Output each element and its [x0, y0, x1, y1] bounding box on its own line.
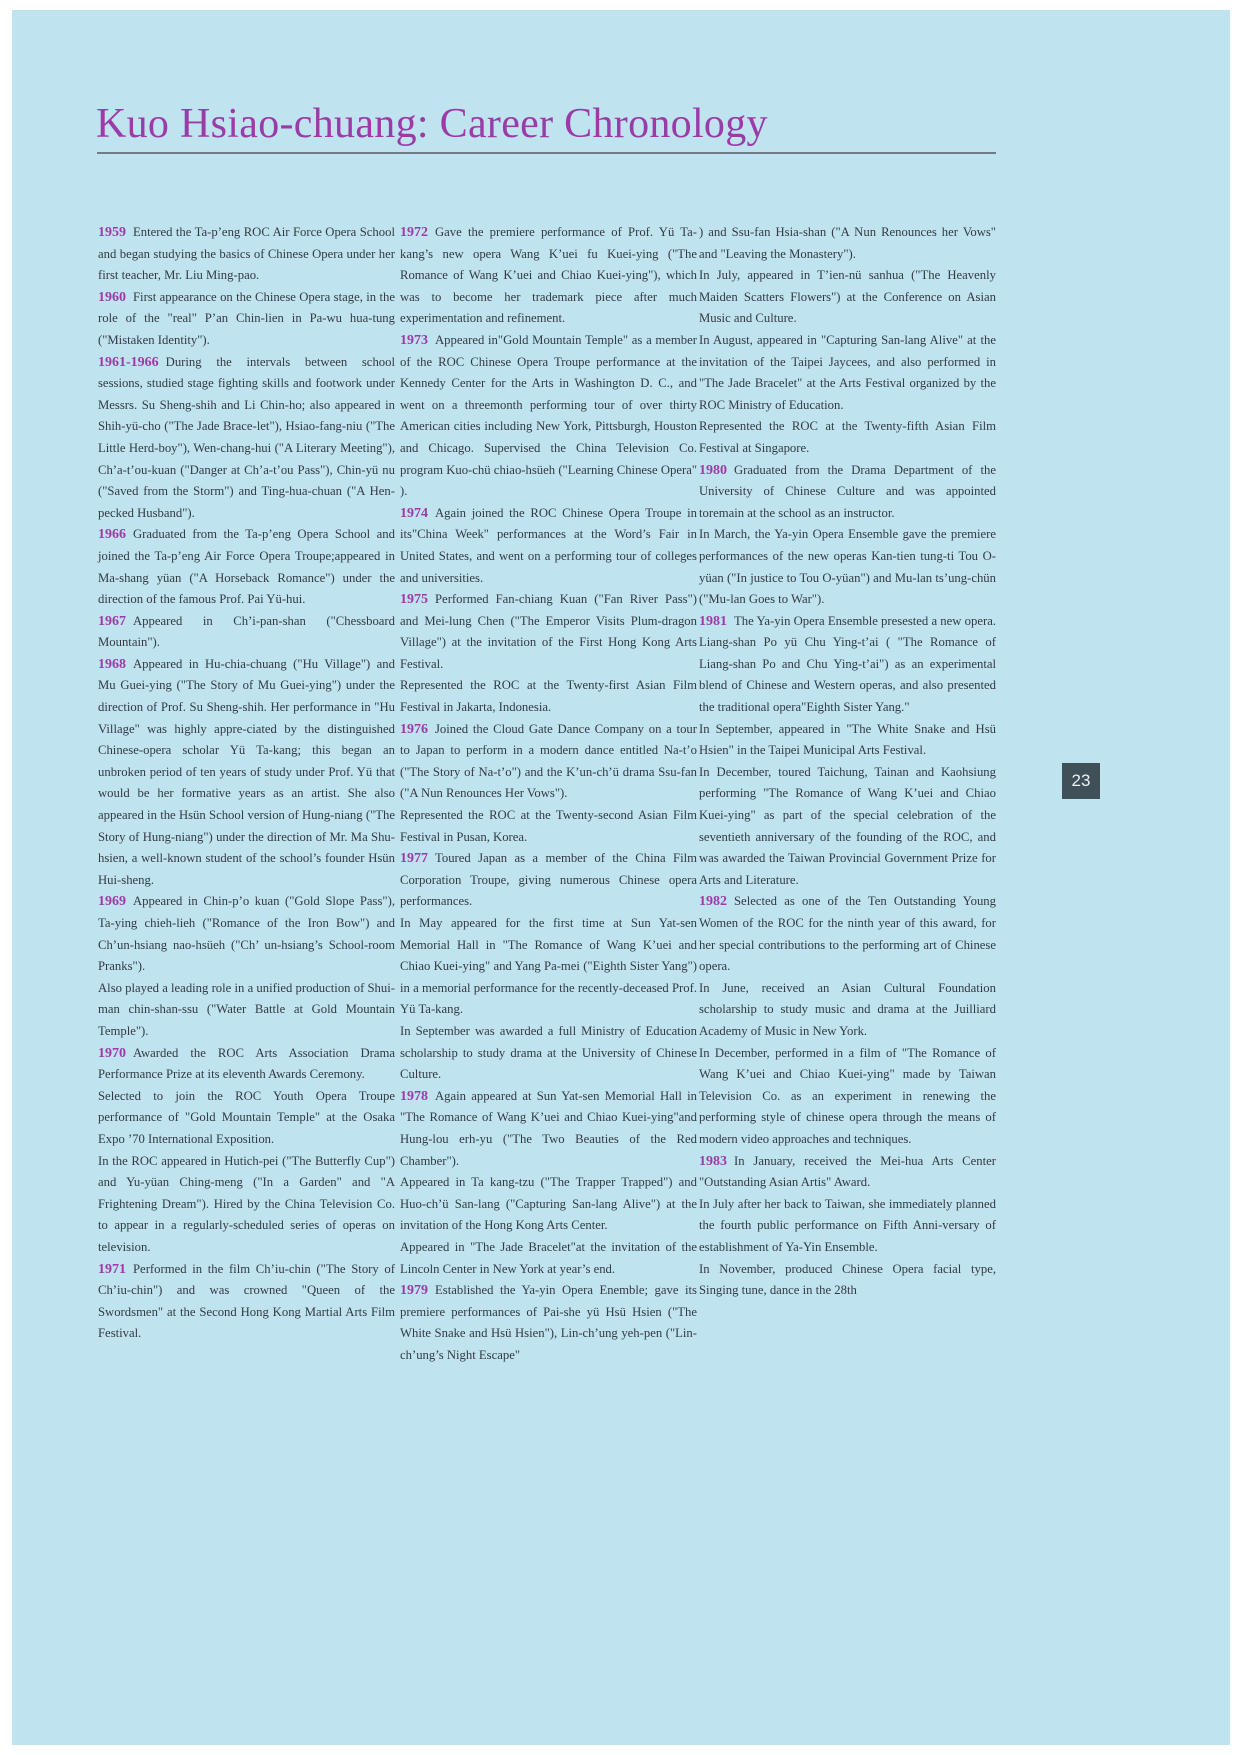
chronology-entry: [699, 978, 996, 1043]
chronology-entry: [699, 891, 996, 977]
entry-text: In December, toured Taichung, Tainan and Kaohsiung performing "The Romance of Wang K’uei and Chiao Kuei-ying" as part of the special celebration of the seventieth anniversary of the founding of the ROC, and was awarded the Taiwan Provincial Government Prize for Arts and Literature.: [699, 764, 996, 887]
entry-text: Appeared in Ta kang-tzu ("The Trapper Trapped") and Huo-ch’ü San-lang ("Capturing San-lang Alive") at the invitation of the Hong Kong Arts Center.: [400, 1175, 697, 1233]
title-underline: [97, 152, 996, 154]
entry-text: Appeared in Ch’i-pan-shan ("Chessboard Mountain").: [98, 613, 395, 650]
entry-year: 1970: [98, 1045, 126, 1061]
entry-text: Graduated from the Ta-p’eng Opera School and joined the Ta-p’eng Air Force Opera Troupe;appeared in Ma-shang yüan ("A Horseback Romance") under the direction of the famous Prof. Pai Yü-hui.: [98, 527, 395, 607]
entry-year: 1979: [400, 1283, 428, 1299]
chronology-entry: [98, 654, 395, 892]
entry-year: 1972: [400, 225, 428, 240]
entry-year: 1971: [98, 1261, 126, 1277]
chronology-entry: [400, 503, 697, 589]
entry-text: Joined the Cloud Gate Dance Company on a tour to Japan to perform in a modern dance entitled Na-t’o ("The Story of Na-t’o") and the K’un-ch’ü drama Ssu-fan ("A Nun Renounces Her Vows").: [400, 721, 697, 801]
entry-text: Entered the Ta-p’eng ROC Air Force Opera School and began studying the basics of Chinese Opera under her first teacher, Mr. Liu Ming-pao.: [98, 225, 395, 283]
entry-text: In July, appeared in T’ien-nü sanhua ("The Heavenly Maiden Scatters Flowers") at the Conference on Asian Music and Culture.: [699, 268, 996, 326]
chronology-entry: [400, 1280, 697, 1366]
chronology-entry: [98, 1086, 395, 1151]
entry-text: Gave the premiere performance of Prof. Yü Ta-kang’s new opera Wang K’uei fu Kuei-ying ("The Romance of Wang K’uei and Chiao Kuei-ying"), which was to become her trademark piece after much experimentation and refinement.: [400, 225, 697, 326]
entry-year: 1980: [699, 462, 727, 478]
entry-text: Represented the ROC at the Twenty-fifth Asian Film Festival at Singapore.: [699, 419, 996, 455]
column-3: [699, 222, 996, 1302]
entry-text: Established the Ya-yin Opera Enemble; gave its premiere performances of Pai-she yü Hsü Hsien ("The White Snake and Hsü Hsien"), Lin-ch’ung yeh-pen ("Lin-ch’ung’s Night Escape": [400, 1283, 697, 1362]
page-number-tab: 23: [1062, 763, 1100, 799]
entry-text: Selected as one of the Ten Outstanding Young Women of the ROC for the ninth year of this award, for her special contributions to the performing art of Chinese opera.: [699, 894, 996, 974]
entry-year: 1966: [98, 527, 126, 543]
entry-text: Appeared in"Gold Mountain Temple" as a member of the ROC Chinese Opera Troupe performance at the Kennedy Center for the Arts in Washington D. C., and went on a threemonth performing tour of over thirty American cities including New York, Pittsburgh, Houston and Chicago. Supervised the China Television Co. program Kuo-chü chiao-hsüeh ("Learning Chinese Opera" ).: [400, 332, 697, 499]
chronology-entry: [98, 524, 395, 610]
entry-year: 1973: [400, 332, 428, 348]
entry-text: In the ROC appeared in Hutich-pei ("The Butterfly Cup") and Yu-yüan Ching-meng ("In a Garden" and "A Frightening Dream"). Hired by the China Television Co. to appear in a regularly-scheduled series of operas on television.: [98, 1153, 395, 1254]
entry-text: Also played a leading role in a unified production of Shui-man chin-shan-ssu ("Water Battle at Gold Mountain Temple").: [98, 980, 395, 1038]
entry-text: Appeared in Hu-chia-chuang ("Hu Village") and Mu Guei-ying ("The Story of Mu Guei-ying") under the direction of Prof. Su Sheng-shih. Her performance in "Hu Village" was highly appre-ciated by the distinguished Chinese-opera scholar Yü Ta-kang; this began an unbroken period of ten years of study under Prof. Yü that would be her formative years as an artist. She also appeared in the Hsün School version of Hung-niang ("The Story of Hung-niang") under the direction of Mr. Ma Shu-hsien, a well-known student of the school’s founder Hsün Hui-sheng.: [98, 656, 395, 887]
entry-year: 1982: [699, 894, 727, 910]
entry-text: In August, appeared in "Capturing San-lang Alive" at the invitation of the Taipei Jaycees, and also performed in "The Jade Bracelet" at the Arts Festival organized by the ROC Ministry of Education.: [699, 332, 996, 412]
chronology-entry: [699, 460, 996, 525]
column-1: [98, 222, 395, 1345]
entry-text: In January, received the Mei-hua Arts Center "Outstanding Asian Artis" Award.: [699, 1153, 996, 1190]
entry-text: In November, produced Chinese Opera facial type, Singing tune, dance in the 28th: [699, 1261, 996, 1298]
entry-year: 1960: [98, 289, 126, 305]
chronology-entry: [400, 1021, 697, 1086]
entry-year: 1978: [400, 1088, 428, 1104]
entry-text: Selected to join the ROC Youth Opera Troupe performance of "Gold Mountain Temple" at the Osaka Expo ’70 International Exposition.: [98, 1088, 395, 1146]
chronology-entry: [699, 1194, 996, 1259]
chronology-entry: [699, 524, 996, 610]
chronology-entry: [699, 719, 996, 762]
chronology-entry: [400, 222, 697, 330]
entry-year: 1976: [400, 721, 428, 737]
entry-text: Again appeared at Sun Yat-sen Memorial Hall in "The Romance of Wang K’uei and Chiao Kuei-ying"and Hung-lou erh-yu ("The Two Beauties of the Red Chamber").: [400, 1088, 697, 1168]
entry-year: 1981: [699, 613, 727, 629]
chronology-entry: [98, 1259, 395, 1345]
entry-text: Appeared in Chin-p’o kuan ("Gold Slope Pass"), Ta-ying chieh-lieh ("Romance of the Iron Bow") and Ch’un-hsiang nao-hsüeh ("Ch’ un-hsiang’s School-room Pranks").: [98, 894, 395, 974]
chronology-entry: [400, 1086, 697, 1172]
entry-text: Performed Fan-chiang Kuan ("Fan River Pass") and Mei-lung Chen ("The Emperor Visits Plum-dragon Village") at the invitation of the First Hong Kong Arts Festival.: [400, 592, 697, 671]
entry-text: First appearance on the Chinese Opera stage, in the role of the "real" P’an Chin-lien in Pa-wu hua-tung ("Mistaken Identity").: [98, 289, 395, 347]
entry-text: Appeared in "The Jade Bracelet"at the invitation of the Lincoln Center in New York at year’s end.: [400, 1239, 697, 1276]
chronology-entry: [400, 913, 697, 1021]
chronology-entry: [400, 848, 697, 913]
entry-year: 1977: [400, 851, 428, 867]
entry-text: In December, performed in a film of "The Romance of Wang K’uei and Chiao Kuei-ying" made by Taiwan Television Co. as an experiment in renewing the performing style of chinese opera through the means of modern video approaches and techniques.: [699, 1045, 996, 1146]
entry-year: 1969: [98, 894, 126, 910]
chronology-entry: [98, 1151, 395, 1259]
entry-text: Represented the ROC at the Twenty-first Asian Film Festival in Jakarta, Indonesia.: [400, 678, 697, 715]
entry-text: In May appeared for the first time at Sun Yat-sen Memorial Hall in "The Romance of Wang K’uei and Chiao Kuei-ying" and Yang Pa-mei ("Eighth Sister Yang") in a memorial performance for the recently-deceased Prof. Yü Ta-kang.: [400, 916, 697, 1017]
entry-text: In September, appeared in "The White Snake and Hsü Hsien" in the Taipei Municipal Arts Festival.: [699, 721, 996, 758]
chronology-entry: [400, 330, 697, 503]
entry-text: During the intervals between school sessions, studied stage fighting skills and footwork under Messrs. Su Sheng-shih and Li Chin-ho; also appeared in Shih-yü-cho ("The Jade Brace-let"), Hsiao-fang-niu ("The Little Herd-boy"), Wen-chang-hui ("A Literary Meeting"), Ch’a-t’ou-kuan ("Danger at Ch’a-t’ou Pass"), Chin-yü nu ("Saved from the Storm") and Ting-hua-chuan ("A Hen-pecked Husband").: [98, 354, 395, 520]
chronology-entry: [98, 891, 395, 977]
chronology-entry: [400, 1237, 697, 1280]
entry-text: Represented the ROC at the Twenty-second Asian Film Festival in Pusan, Korea.: [400, 808, 697, 844]
chronology-entry: [98, 287, 395, 352]
entry-year: 1961-1966: [98, 354, 159, 370]
chronology-entry: [400, 805, 697, 848]
entry-text: In June, received an Asian Cultural Foundation scholarship to study music and drama at the Juilliard Academy of Music in New York.: [699, 980, 996, 1038]
chronology-entry: [98, 1043, 395, 1086]
chronology-entry: [98, 222, 395, 287]
chronology-entry: [98, 978, 395, 1043]
chronology-entry: [98, 352, 395, 525]
chronology-entry: [699, 762, 996, 892]
chronology-entry: [699, 416, 996, 459]
entry-text: Toured Japan as a member of the China Film Corporation Troupe, giving numerous Chinese opera performances.: [400, 851, 697, 909]
entry-text: Graduated from the Drama Department of the University of Chinese Culture and was appointed toremain at the school as an instructor.: [699, 462, 996, 520]
chronology-entry: [400, 589, 697, 675]
column-2: [400, 222, 697, 1366]
chronology-entry: [400, 719, 697, 805]
entry-text: In July after her back to Taiwan, she immediately planned the fourth public performance on Fifth Anni-versary of establishment of Ya-Yin Ensemble.: [699, 1196, 996, 1254]
entry-text: Performed in the film Ch’iu-chin ("The Story of Ch’iu-chin") and was crowned "Queen of the Swordsmen" at the Second Hong Kong Martial Arts Film Festival.: [98, 1261, 395, 1341]
chronology-entry: [699, 265, 996, 330]
entry-year: 1967: [98, 613, 126, 629]
chronology-entry: [699, 611, 996, 719]
entry-text: In September was awarded a full Ministry of Education scholarship to study drama at the University of Chinese Culture.: [400, 1023, 697, 1082]
entry-text: Awarded the ROC Arts Association Drama Performance Prize at its eleventh Awards Ceremony.: [98, 1045, 395, 1082]
entry-year: 1959: [98, 225, 126, 240]
chronology-entry: [699, 330, 996, 416]
entry-year: 1983: [699, 1153, 727, 1169]
chronology-entry: [699, 1259, 996, 1302]
chronology-entry: [98, 611, 395, 654]
entry-text: The Ya-yin Opera Ensemble presested a new opera. Liang-shan Po yü Chu Ying-t’ai ( "The Romance of Liang-shan Po and Chu Ying-t’ai") as an experimental blend of Chinese and Western operas, and also presented the traditional opera"Eighth Sister Yang.": [699, 613, 996, 715]
chronology-entry: [699, 1043, 996, 1151]
chronology-entry: [699, 222, 996, 265]
chronology-entry: [699, 1151, 996, 1194]
chronology-entry: [400, 675, 697, 718]
entry-text: ) and Ssu-fan Hsia-shan ("A Nun Renounces her Vows" and "Leaving the Monastery").: [699, 225, 996, 261]
entry-year: 1974: [400, 505, 428, 521]
chronology-entry: [400, 1172, 697, 1237]
page-title: Kuo Hsiao-chuang: Career Chronology: [96, 101, 768, 147]
entry-text: In March, the Ya-yin Opera Ensemble gave the premiere performances of the new operas Kan-tien tung-ti Tou O-yüan ("In justice to Tou O-yüan") and Mu-lan ts’ung-chün ("Mu-lan Goes to War").: [699, 527, 996, 607]
entry-year: 1975: [400, 592, 428, 608]
entry-text: Again joined the ROC Chinese Opera Troupe in its"China Week" performances at the Word’s Fair in United States, and went on a performing tour of colleges and universities.: [400, 505, 697, 585]
entry-year: 1968: [98, 656, 126, 672]
